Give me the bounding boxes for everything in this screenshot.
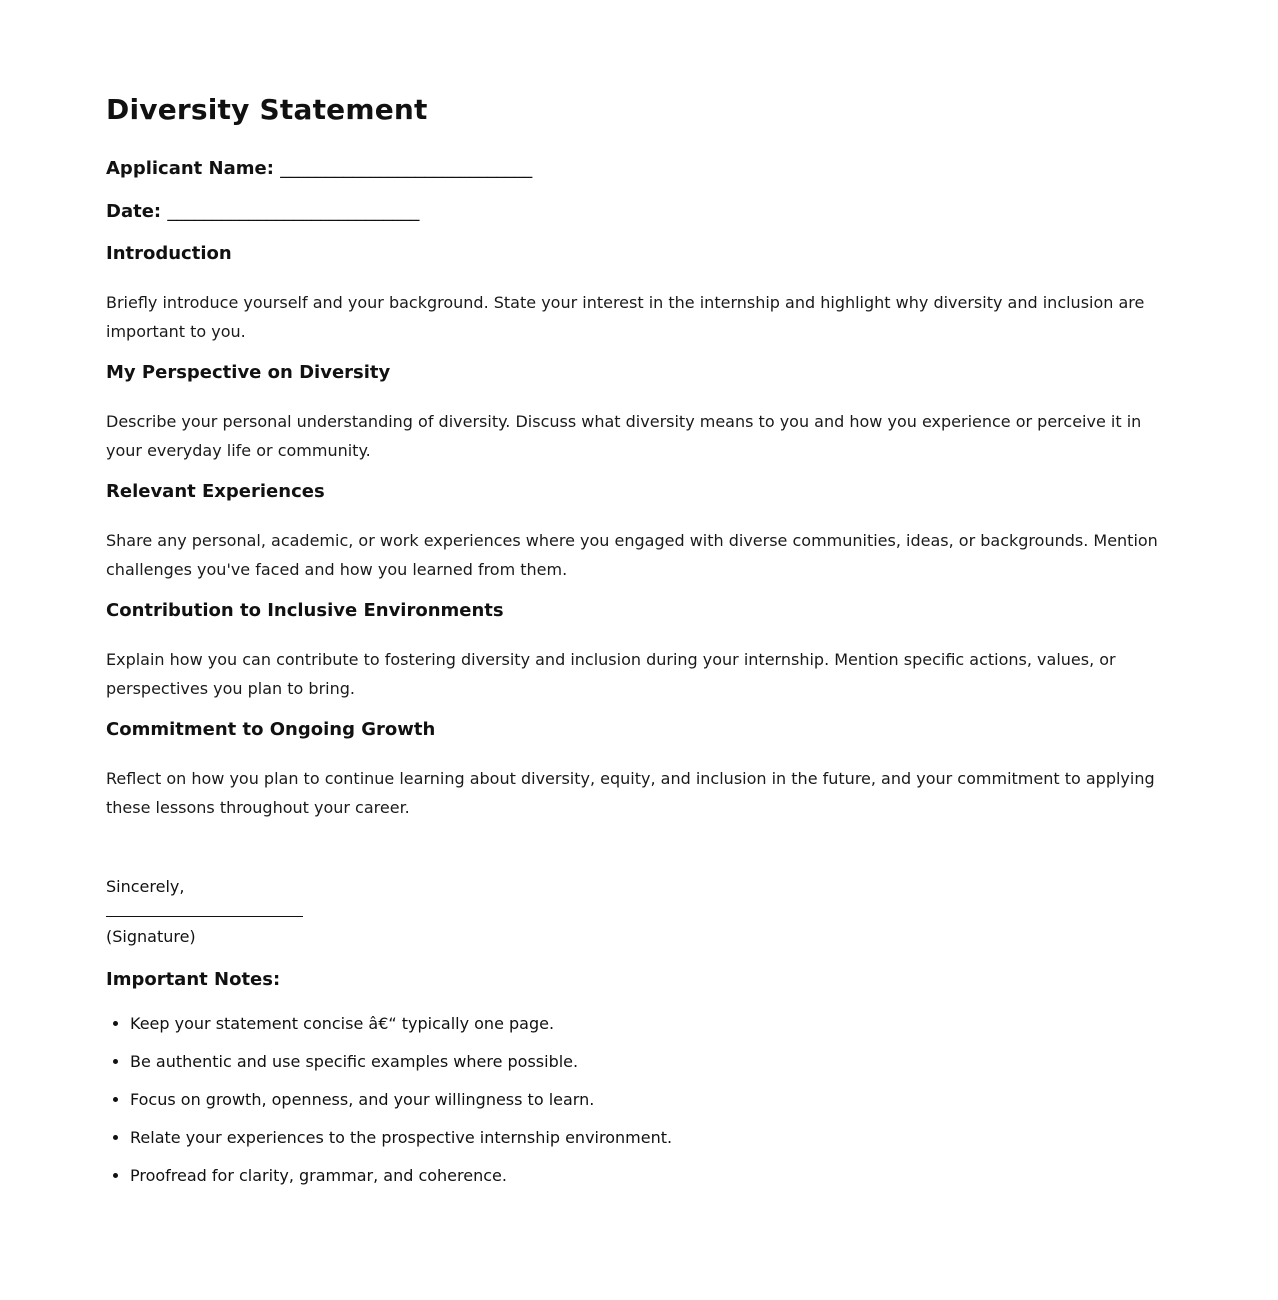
note-item: • Be authentic and use specific examples where possible. [130,1051,1182,1073]
note-item: • Keep your statement concise â€“ typically one page. [130,1013,1182,1035]
signature-caption: (Signature) [106,927,196,946]
applicant-name-label: Applicant Name: [106,158,274,179]
date-value: ____________________________ [167,201,420,222]
section-heading-introduction: Introduction [106,243,232,264]
important-notes-list [106,1013,1182,1187]
note-item: • Proofread for clarity, grammar, and coherence. [130,1165,1182,1187]
date-label: Date: [106,201,162,222]
signature-line [106,901,303,917]
section-body-relevant-experiences: Share any personal, academic, or work experiences where you engaged with diverse communities, ideas, or backgrounds. Mention challenges you've faced and how you learned from them. [106,531,1158,579]
section-body-introduction: Briefly introduce yourself and your background. State your interest in the internship and highlight why diversity and inclusion are important to you. [106,293,1145,341]
date-field [106,199,1182,225]
section-heading-relevant-experiences: Relevant Experiences [106,481,325,502]
section-heading-contribution-to-inclusive-environments: Contribution to Inclusive Environments [106,600,504,621]
section-body-commitment-to-ongoing-growth: Reflect on how you plan to continue learning about diversity, equity, and inclusion in the future, and your commitment to applying these lessons throughout your career. [106,769,1155,817]
section-heading-my-perspective-on-diversity: My Perspective on Diversity [106,362,391,383]
section-body-contribution-to-inclusive-environments: Explain how you can contribute to fostering diversity and inclusion during your internship. Mention specific actions, values, or perspectives you plan to bring. [106,650,1116,698]
signature-block [106,872,1182,951]
important-notes-heading: Important Notes: [106,969,281,990]
page-title: Diversity Statement [106,93,428,126]
section-body-my-perspective-on-diversity: Describe your personal understanding of diversity. Discuss what diversity means to you and how you experience or perceive it in your everyday life or community. [106,412,1142,460]
closing-salutation: Sincerely, [106,877,185,896]
applicant-name-value: ____________________________ [280,158,533,179]
note-item: • Relate your experiences to the prospective internship environment. [130,1127,1182,1149]
note-item: • Focus on growth, openness, and your willingness to learn. [130,1089,1182,1111]
section-heading-commitment-to-ongoing-growth: Commitment to Ongoing Growth [106,719,436,740]
applicant-name-field [106,156,1182,182]
